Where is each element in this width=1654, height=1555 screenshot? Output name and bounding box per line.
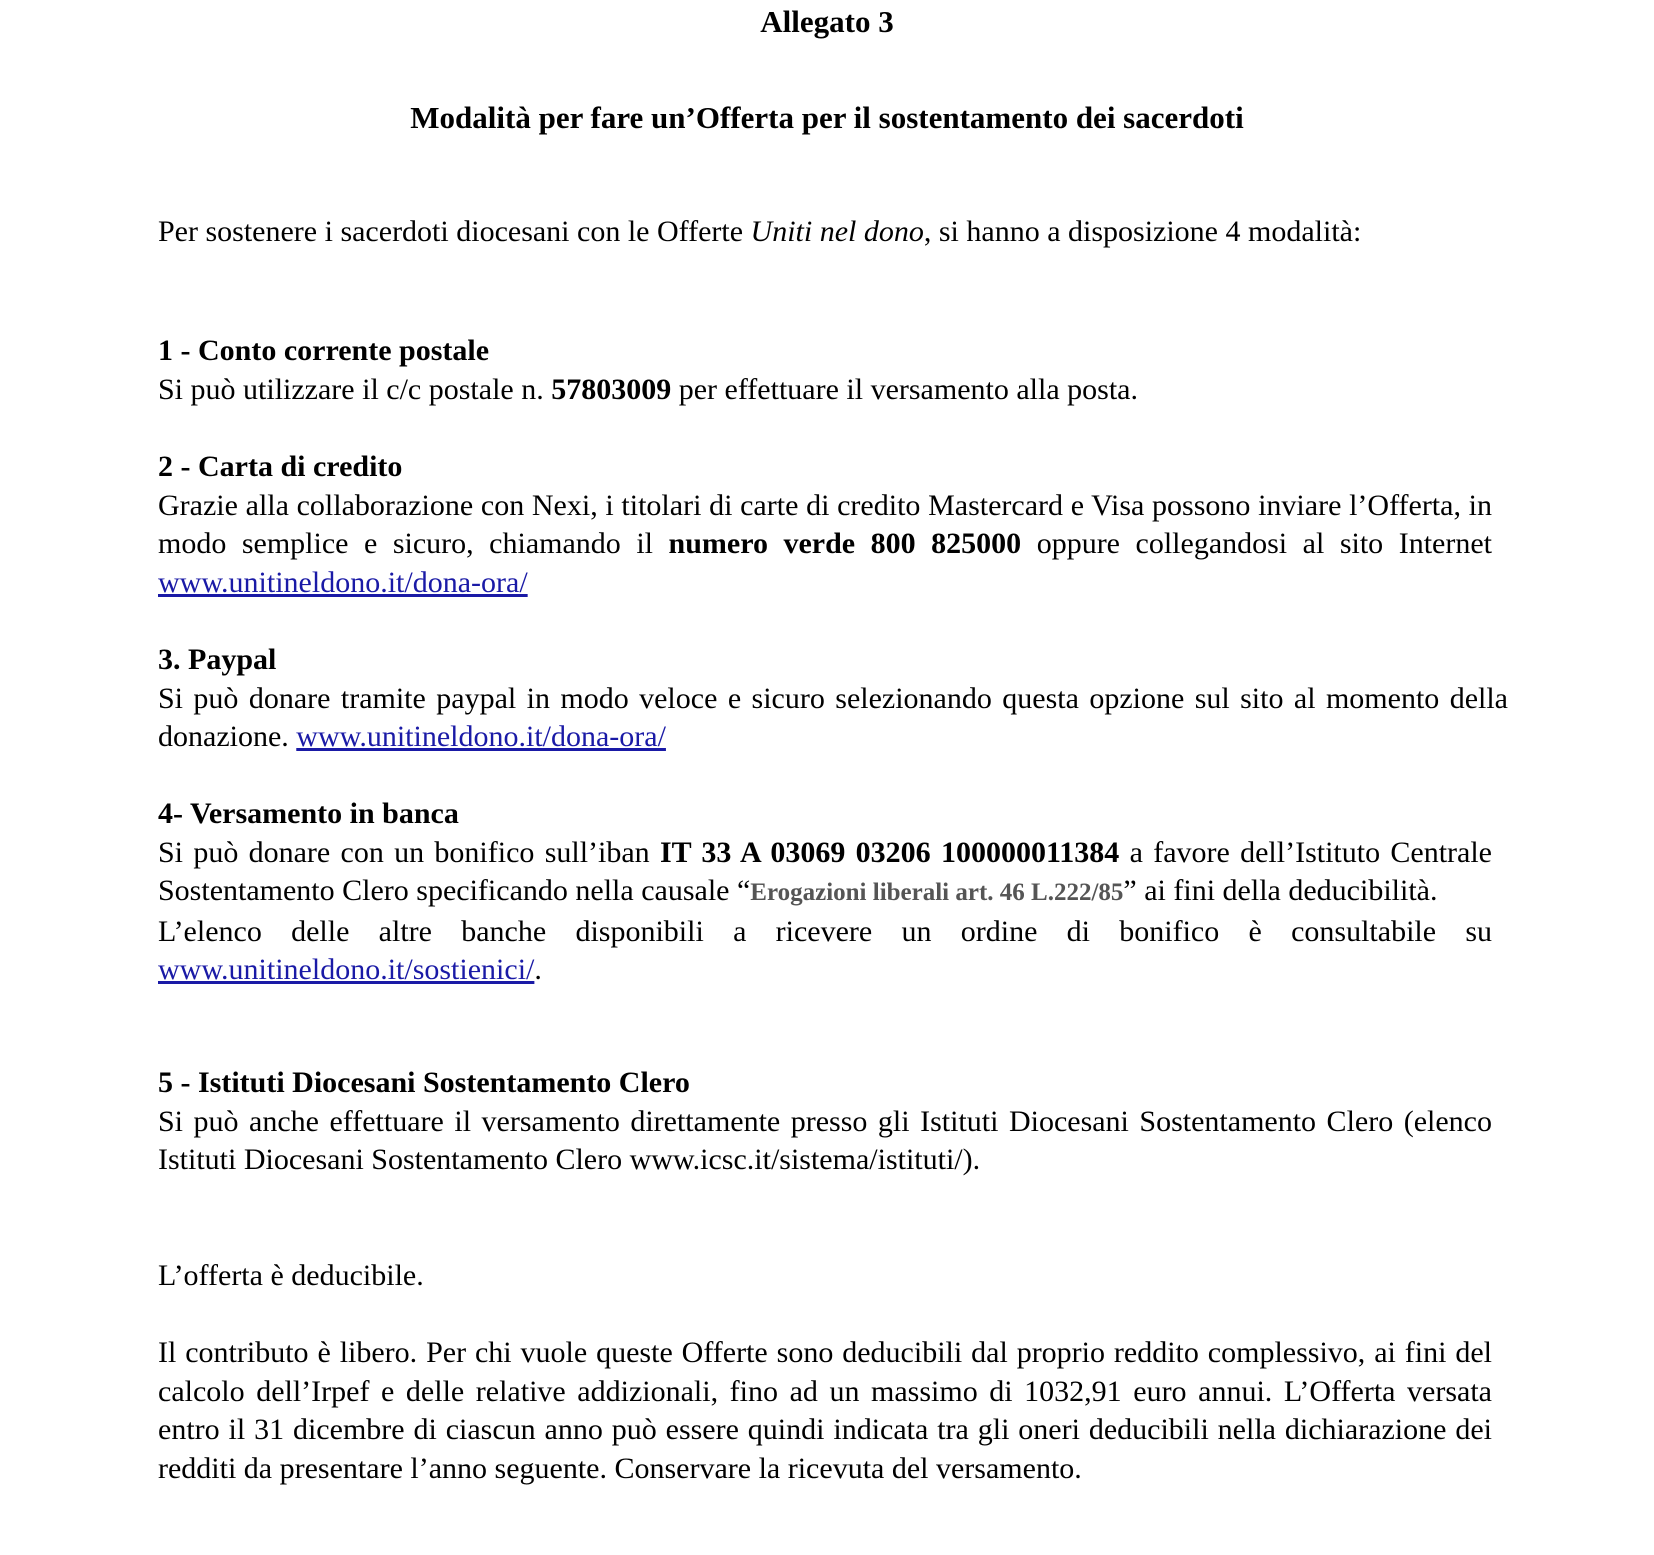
postal-text-after: per effettuare il versamento alla posta. <box>671 372 1138 406</box>
section-postal-heading: 1 - Conto corrente postale <box>158 334 490 367</box>
credit-card-text-middle: oppure collegandosi al sito Internet <box>1021 527 1492 560</box>
section-paypal-heading: 3. Paypal <box>158 643 277 676</box>
credit-card-text-before: Grazie alla collaborazione con Nexi, i titolari di carte di credito Mastercard e Visa possono inviare l’Offerta, in modo semplice e sicuro, chiamando il <box>158 488 1492 560</box>
intro-paragraph <box>158 213 1388 252</box>
postal-text-before: Si può utilizzare il c/c postale n. <box>158 372 552 406</box>
institutes-text: Si può anche effettuare il versamento direttamente presso gli Istituti Diocesani Sostentamento Clero (elenco Istituti Diocesani Sostentamento Clero www.icsc.it/sistema/istituti/). <box>158 1104 1492 1176</box>
bank-iban: IT 33 A 03069 03206 100000011384 <box>659 835 1120 869</box>
bank-other-banks-end: . <box>534 953 542 986</box>
section-bank-heading: 4- Versamento in banca <box>158 797 459 830</box>
bank-other-banks-paragraph <box>158 913 1492 990</box>
section-credit-card-heading: 2 - Carta di credito <box>158 450 403 483</box>
intro-text-before: Per sostenere i sacerdoti diocesani con le Offerte <box>158 215 751 248</box>
bank-paragraph <box>158 834 1492 913</box>
bank-text-before: Si può donare con un bonifico sull’iban <box>158 835 660 869</box>
bank-other-banks-text: L’elenco delle altre banche disponibili a ricevere un ordine di bonifico è consultabile su <box>158 914 1492 948</box>
postal-account-number: 57803009 <box>551 372 672 406</box>
bank-text-after: ” ai fini della deducibilità. <box>1123 874 1438 907</box>
credit-card-donate-link[interactable]: www.unitineldono.it/dona-ora/ <box>158 565 528 599</box>
bank-text-middle: a favore dell’Istituto Centrale Sostentamento Clero specificando nella causale “ <box>158 835 1492 907</box>
main-title: Modalità per fare un’Offerta per il sostentamento dei sacerdoti <box>410 100 1244 135</box>
section-postal <box>158 332 1498 409</box>
intro-italic-text: Uniti nel dono <box>750 215 924 248</box>
closing-paragraph: Il contributo è libero. Per chi vuole queste Offerte sono deducibili dal proprio reddito complessivo, ai fini del calcolo dell’Irpef e delle relative addizionali, fino ad un massimo di 1032,91 euro annui. L’Offerta versata entro il 31 dicembre di ciascun anno può essere quindi indicata tra gli oneri deducibili nella dichiarazione dei redditi da presentare l’anno seguente. Conservare la ricevuta del versamento. <box>158 1336 1492 1485</box>
section-postal-text <box>158 371 1498 410</box>
bank-other-banks-link[interactable]: www.unitineldono.it/sostienici/ <box>158 953 535 986</box>
paypal-text: Si può donare tramite paypal in modo veloce e sicuro selezionando questa opzione sul sito al momento della donazione. <box>158 681 1508 753</box>
section-bank <box>158 795 1492 990</box>
attachment-title: Allegato 3 <box>760 4 894 39</box>
credit-card-phone-number: numero verde 800 825000 <box>668 527 1022 560</box>
paypal-donate-link[interactable]: www.unitineldono.it/dona-ora/ <box>296 720 666 753</box>
bank-causale: Erogazioni liberali art. 46 L.222/85 <box>750 879 1124 906</box>
section-institutes-heading: 5 - Istituti Diocesani Sostentamento Clero <box>158 1066 690 1099</box>
section-institutes <box>158 1064 1492 1180</box>
section-paypal <box>158 641 1508 757</box>
section-credit-card <box>158 448 1492 602</box>
intro-text-after: , si hanno a disposizione 4 modalità: <box>923 215 1362 248</box>
deductible-note: L’offerta è deducibile. <box>158 1259 424 1292</box>
